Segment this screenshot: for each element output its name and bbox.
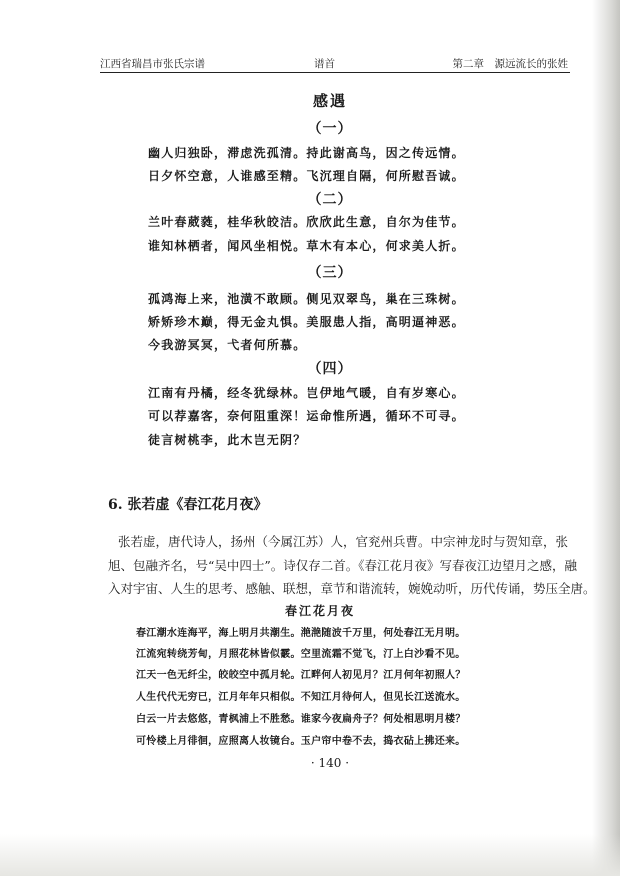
poem-line: 日夕怀空意，人谁感至精。飞沉理自隔，何所慰吾诚。 [148,169,465,183]
header-center: 谱首 [314,58,335,70]
verse-line: 江天一色无纤尘，皎皎空中孤月轮。江畔何人初见月？江月何年初照人？ [136,670,466,681]
section-number-1: （一） [307,121,353,137]
verse-line: 可怜楼上月徘徊，应照离人妆镜台。玉户帘中卷不去，捣衣砧上拂还来。 [136,736,466,747]
header-right: 第二章 源远流长的张姓 [452,58,568,70]
verse-line: 白云一片去悠悠，青枫浦上不胜愁。谁家今夜扁舟子？何处相思明月楼？ [136,714,466,725]
poem-line: 矫矫珍木巅，得无金丸惧。美服患人指，高明逼神恶。 [148,315,465,329]
paragraph-line: 张若虚，唐代诗人，扬州（今属江苏）人，官兖州兵曹。中宗神龙时与贺知章，张 [118,534,569,549]
paragraph-line: 入对宇宙、人生的思考、感触、联想，章节和谐流转，婉娩动听，历代传诵，势压全唐。 [108,581,596,596]
poem-line: 可以荐嘉客，奈何阻重深！运命惟所遇，循环不可寻。 [148,409,465,423]
verse-line: 人生代代无穷已，江月年年只相似。不知江月待何人，但见长江送流水。 [136,692,466,703]
section-heading: 6. 张若虚《春江花月夜》 [108,497,268,513]
poem-title: 感遇 [312,92,347,110]
poem2-title: 春江花月夜 [284,604,355,618]
poem-line: 今我游冥冥，弋者何所慕。 [148,338,307,352]
poem-line: 徒言树桃李，此木岂无阴？ [148,433,307,447]
verse-line: 春江潮水连海平，海上明月共潮生。滟滟随波千万里，何处春江无月明。 [136,628,466,639]
poem-line: 孤鸿海上来，池潢不敢顾。侧见双翠鸟，巢在三珠树。 [148,292,465,306]
section-number-4: （四） [307,361,353,377]
poem-line: 幽人归独卧，滞虑洗孤清。持此谢高鸟，因之传远情。 [148,146,465,160]
poem-line: 江南有丹橘，经冬犹绿林。岂伊地气暖，自有岁寒心。 [148,386,465,400]
header-rule [100,72,570,73]
page-bottom-shadow [0,834,620,876]
section-number-2: （二） [307,192,353,208]
section-number-3: （三） [307,265,353,281]
paragraph-line: 旭、包融齐名，号“吴中四士”。诗仅存二首。《春江花月夜》写春夜江边望月之感，融 [108,558,578,573]
page-number: · 140 · [310,756,350,770]
poem-line: 兰叶春葳蕤，桂华秋皎洁。欣欣此生意，自尔为佳节。 [148,215,465,229]
poem-line: 谁知林栖者，闻风坐相悦。草木有本心，何求美人折。 [148,239,465,253]
verse-line: 江流宛转绕芳甸，月照花林皆似霰。空里流霜不觉飞，汀上白沙看不见。 [136,649,466,660]
header-left: 江西省瑞昌市张氏宗谱 [100,58,205,70]
running-header [100,54,568,72]
